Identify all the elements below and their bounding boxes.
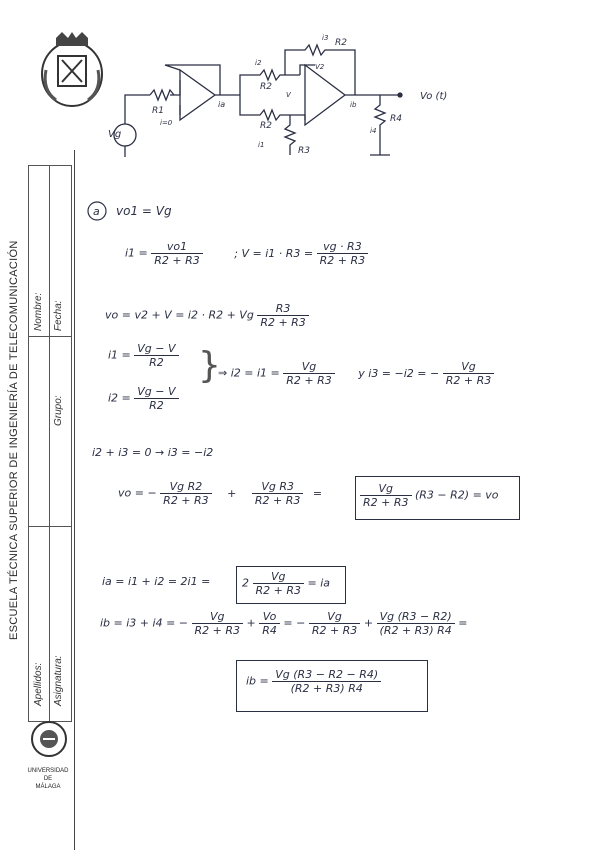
eq-vo-lead: vo = v2 + V = i2 · R2 + Vg (105, 308, 254, 322)
eq-ib-d2: R4 (262, 624, 277, 637)
field-fecha: Fecha: (53, 300, 64, 331)
eq-vo-final (118, 480, 328, 507)
eq-vo-num: R3 (257, 302, 309, 316)
eq-vo-block (105, 302, 309, 329)
eq-v-den: R2 + R3 (319, 254, 366, 267)
eq-arrow-den: R2 + R3 (286, 374, 332, 387)
field-asignatura: Asignatura: (53, 655, 64, 706)
eq-ib-d3: R2 + R3 (311, 624, 358, 637)
label-r1: R1 (152, 106, 164, 116)
eq-vo-plus: + (227, 486, 237, 500)
result-ib (246, 668, 381, 695)
result-ia-tail: = ia (307, 576, 331, 590)
eq-ib-end: = (458, 616, 468, 630)
eq-i3-den: R2 + R3 (445, 374, 492, 387)
brace-icon: } (198, 345, 221, 386)
result-ib-den: (R2 + R3) R4 (290, 682, 363, 695)
eq-vo-eq: = (312, 486, 323, 500)
eq-i1-def-den: R2 (149, 356, 164, 369)
result-vo-tail: (R3 − R2) = vo (415, 488, 499, 502)
part-a-circle (86, 200, 108, 222)
eq-vo-den: R2 + R3 (260, 316, 306, 329)
label-ib: ib (350, 101, 357, 109)
result-ib-num: Vg (R3 − R2 − R4) (272, 668, 381, 682)
eq-ib-lead: ib = i3 + i4 = − (100, 616, 188, 630)
eq-vo-d2: R2 + R3 (254, 494, 301, 507)
label-r4: R4 (390, 114, 402, 124)
result-vo-den: R2 + R3 (363, 496, 409, 509)
eq-ib-n4: Vg (R3 − R2) (377, 610, 455, 624)
circuit-diagram (100, 25, 500, 165)
eq-ib-plus2: + (363, 616, 374, 630)
result-ia-pre: 2 (242, 576, 249, 590)
eq-ib-n1: Vg (192, 610, 244, 624)
label-i4: i4 (370, 127, 377, 135)
eq-i1-den: R2 + R3 (154, 254, 200, 267)
eq-i2-def (108, 385, 179, 412)
label-r3: R3 (298, 146, 310, 156)
result-ia-num: Vg (253, 570, 305, 584)
eq-vo-n1: Vg R2 (160, 480, 212, 494)
university-name-line1: UNIVERSIDAD (27, 768, 69, 774)
result-ia (242, 570, 330, 597)
eq-i2-i3: i2 + i3 = 0 → i3 = −i2 (92, 446, 214, 459)
eq-vo1: vo1 = Vg (116, 204, 172, 218)
school-title: ESCUELA TÉCNICA SUPERIOR DE INGENIERÍA DE TELECOMUNICACIÓN (8, 240, 20, 640)
eq-i1-block (125, 240, 368, 267)
school-crest-logo (36, 30, 108, 110)
eq-ib-d1: R2 + R3 (194, 624, 240, 637)
label-i1: i1 (258, 141, 265, 149)
part-a-label: a (93, 205, 100, 218)
eq-i3-tail: y i3 = −i2 = − (358, 366, 440, 380)
label-v: V (286, 91, 291, 99)
field-grupo: Grupo: (53, 395, 64, 426)
eq-ia: ia = i1 + i2 = 2i1 = (102, 575, 211, 588)
label-i2: i2 (255, 59, 262, 67)
eq-ib (100, 610, 467, 637)
label-i0: i=0 (160, 119, 173, 127)
eq-ib-n2: Vo (259, 610, 280, 624)
result-ia-den: R2 + R3 (255, 584, 301, 597)
eq-ib-eq: = − (283, 616, 306, 630)
label-v2: V2 (315, 63, 325, 71)
eq-i2-i1-result (218, 360, 494, 387)
eq-i2-def-den: R2 (149, 399, 164, 412)
label-vg: Vg (108, 129, 122, 140)
label-r2-top: R2 (260, 82, 272, 92)
field-nombre: Nombre: (33, 292, 44, 331)
eq-i1-lhs: i1 = (125, 246, 148, 260)
eq-arrow-num: Vg (283, 360, 335, 374)
label-i3: i3 (322, 34, 329, 42)
eq-i1-def-num: Vg − V (134, 342, 178, 356)
label-vo: Vo (t) (420, 91, 448, 102)
eq-vo-n2: Vg R3 (252, 480, 304, 494)
university-name-line2: DE (43, 776, 53, 782)
eq-i2-def-num: Vg − V (134, 385, 178, 399)
university-name-line3: MÁLAGA (35, 784, 61, 790)
label-r2-feedback: R2 (335, 38, 347, 48)
student-info-form (28, 165, 72, 722)
eq-i2-def-lhs: i2 = (108, 391, 131, 405)
margin-rule (74, 150, 75, 850)
label-ia: ia (218, 100, 226, 109)
eq-i1-def (108, 342, 179, 369)
result-vo-num: Vg (360, 482, 412, 496)
field-apellidos: Apellidos: (33, 662, 44, 706)
eq-arrow-lead: ⇒ i2 = i1 = (218, 366, 280, 380)
eq-i1-def-lhs: i1 = (108, 348, 131, 362)
eq-i1-num: vo1 (151, 240, 203, 254)
eq-ib-n3: Vg (309, 610, 361, 624)
eq-ib-d4: (R2 + R3) R4 (379, 624, 452, 637)
result-vo (360, 482, 499, 509)
result-ib-lhs: ib = (246, 674, 269, 688)
eq-i3-num: Vg (443, 360, 495, 374)
eq-v-num: vg · R3 (317, 240, 369, 254)
eq-ib-plus: + (246, 616, 256, 630)
eq-vo-d1: R2 + R3 (163, 494, 209, 507)
eq-v-lead: ; V = i1 · R3 = (234, 246, 314, 260)
eq-vo-final-lead: vo = − (118, 486, 157, 500)
left-letterhead-band (0, 0, 78, 848)
label-r2-bottom: R2 (260, 121, 272, 131)
